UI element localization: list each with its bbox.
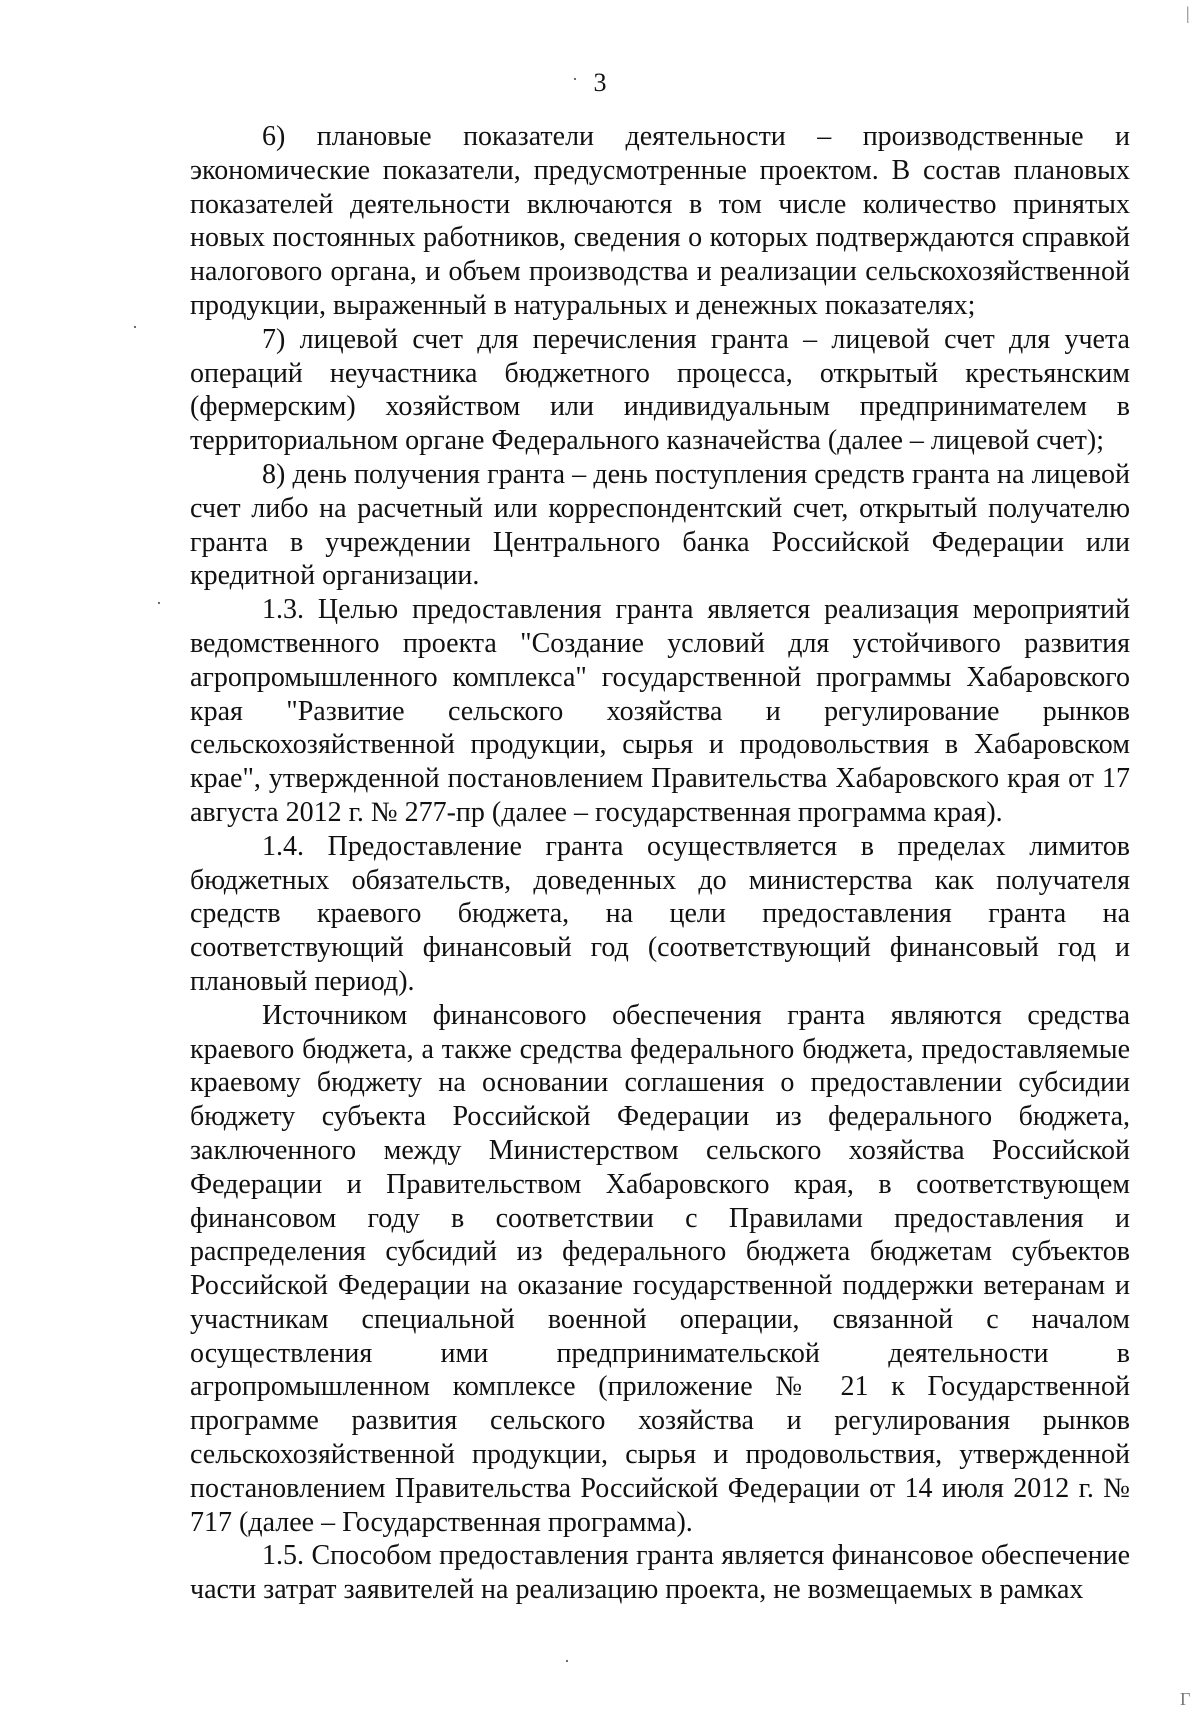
paragraph-section-1-4: 1.4. Предоставление гранта осуществляется в пределах лимитов бюджетных обязательств, доведенных до министерства как получателя средств краевого бюджета, на цели предоставления гранта на соответствующий финансовый год (соответствующий финансовый год и плановый период).: [190, 830, 1130, 997]
scan-speck: ·: [572, 69, 578, 89]
document-body: [190, 120, 1130, 1607]
scan-corner-mark: |: [1186, 3, 1190, 23]
scan-corner-mark: Γ: [1180, 1689, 1191, 1709]
paragraph-item-8: 8) день получения гранта – день поступления средств гранта на лицевой счет либо на расчетный или корреспондентский счет, открытый получателю гранта в учреждении Центрального банка Российской Федерации или кредитной организации.: [190, 458, 1130, 592]
scan-speck: ·: [564, 1651, 570, 1671]
paragraph-item-7: 7) лицевой счет для перечисления гранта – лицевой счет для учета операций неучастника бюджетного процесса, открытый крестьянским (фермерским) хозяйством или индивидуальным предпринимателем в территориальном органе Федерального казначейства (далее – лицевой счет);: [190, 323, 1130, 457]
scan-speck: ·: [132, 317, 138, 337]
paragraph-item-6: 6) плановые показатели деятельности – производственные и экономические показатели, предусмотренные проектом. В состав плановых показателей деятельности включаются в том числе количество принятых новых постоянных работников, сведения о которых подтверждаются справкой налогового органа, и объем производства и реализации сельскохозяйственной продукции, выраженный в натуральных и денежных показателях;: [190, 121, 1130, 321]
page-number: 3: [593, 68, 607, 97]
paragraph-section-1-5: 1.5. Способом предоставления гранта является финансовое обеспечение части затрат заявителей на реализацию проекта, не возмещаемых в рамках: [190, 1540, 1130, 1606]
scan-speck: ·: [156, 593, 162, 613]
paragraph-section-1-3: 1.3. Целью предоставления гранта является реализация мероприятий ведомственного проекта "Создание условий для устойчивого развития агропромышленного комплекса" государственной программы Хабаровского края "Развитие сельского хозяйства и регулирование рынков сельскохозяйственной продукции, сырья и продовольствия в Хабаровском крае", утвержденной постановлением Правительства Хабаровского края от 17 августа 2012 г. № 277-пр (далее – государственная программа края).: [190, 594, 1130, 828]
paragraph-funding-source: Источником финансового обеспечения гранта являются средства краевого бюджета, а также средства федерального бюджета, предоставляемые краевому бюджету на основании соглашения о предоставлении субсидии бюджету субъекта Российской Федерации из федерального бюджета, заключенного между Министерством сельского хозяйства Российской Федерации и Правительством Хабаровского края, в соответствующем финансовом году в соответствии с Правилами предоставления и распределения субсидий из федерального бюджета бюджетам субъектов Российской Федерации на оказание государственной поддержки ветеранам и участникам специальной военной операции, связанной с началом осуществления ими предпринимательской деятельности в агропромышленном комплексе (приложение № 21 к Государственной программе развития сельского хозяйства и регулирования рынков сельскохозяйственной продукции, сырья и продовольствия, утвержденной постановлением Правительства Российской Федерации от 14 июля 2012 г. № 717 (далее – Государственная программа).: [190, 999, 1130, 1538]
